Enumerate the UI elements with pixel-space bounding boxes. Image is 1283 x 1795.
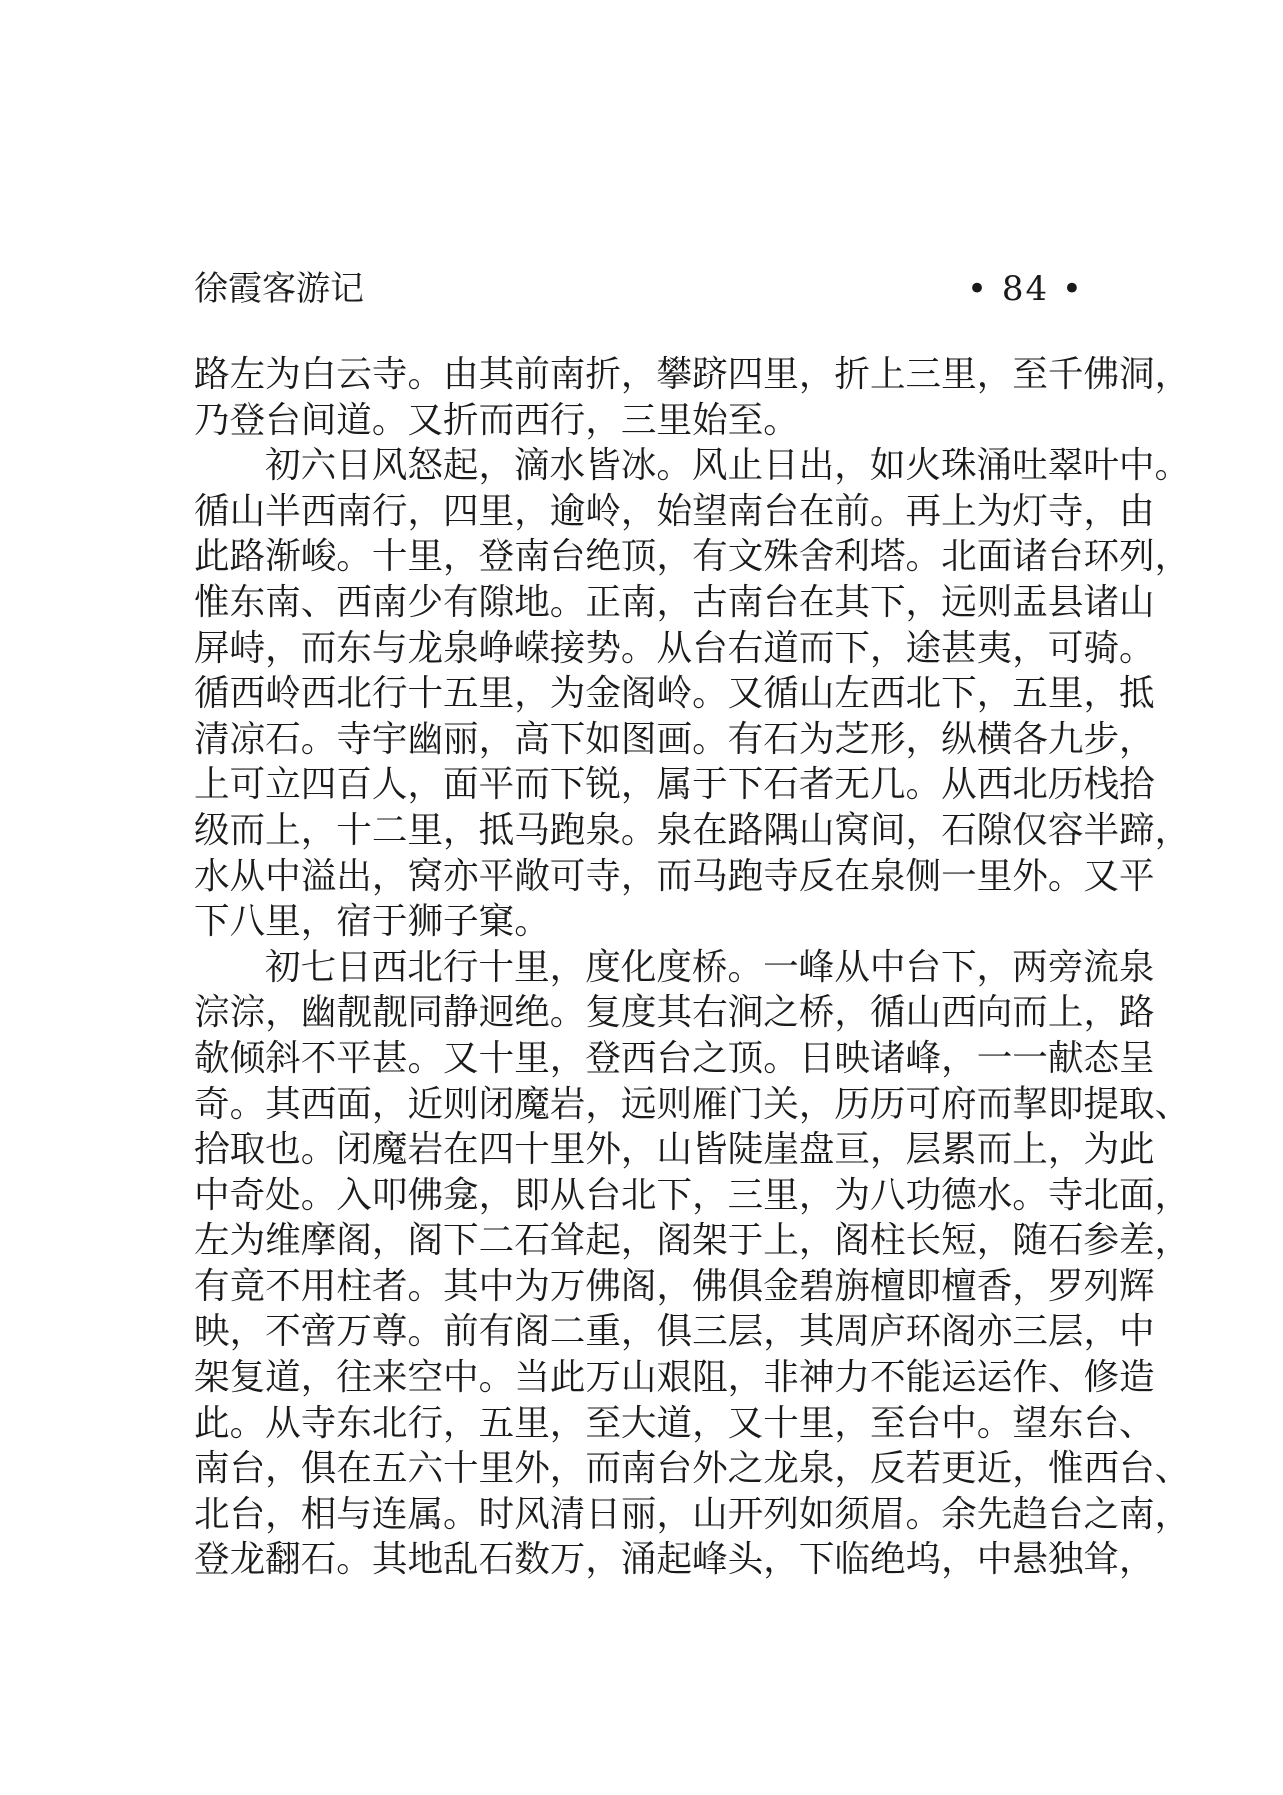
text-line: 左为维摩阁，阁下二石耸起，阁架于上，阁柱长短，随石参差， xyxy=(194,1220,1191,1262)
text-line: 架复道，往来空中。当此万山艰阻，非神力不能运运作、修造 xyxy=(194,1357,1155,1399)
text-line: 映，不啻万尊。前有阁二重，俱三层，其周庐环阁亦三层，中 xyxy=(194,1311,1155,1353)
text-line: 惟东南、西南少有隙地。正南，古南台在其下，远则盂县诸山 xyxy=(194,581,1155,623)
book-title: 徐霞客游记 xyxy=(194,269,364,309)
text-line: 中奇处。入叩佛龛，即从台北下，三里，为八功德水。寺北面， xyxy=(194,1174,1191,1216)
text-line: 淙淙，幽靓靓同静迥绝。复度其右涧之桥，循山西向而上，路 xyxy=(194,992,1155,1034)
text-line: 登龙翻石。其地乱石数万，涌起峰头，下临绝坞，中悬独耸， xyxy=(194,1539,1155,1581)
page-number: • 84 • xyxy=(967,269,1084,309)
text-line: 奇。其西面，近则闭魔岩，远则雁门关，历历可府而挈即提取、 xyxy=(194,1083,1191,1125)
text-line: 水从中溢出，窝亦平敞可寺，而马跑寺反在泉侧一里外。又平 xyxy=(194,855,1155,897)
text-line: 路左为白云寺。由其前南折，攀跻四里，折上三里，至千佛洞， xyxy=(194,354,1191,395)
text-line: 上可立四百人，面平而下锐，属于下石者无几。从西北历栈拾 xyxy=(194,764,1155,806)
running-head xyxy=(194,265,1084,313)
text-line: 欹倾斜不平甚。又十里，登西台之顶。日映诸峰，一一献态呈 xyxy=(194,1037,1155,1079)
text-line: 拾取也。闭魔岩在四十里外，山皆陡崖盘亘，层累而上，为此 xyxy=(194,1129,1155,1171)
text-line: 南台，俱在五六十里外，而南台外之龙泉，反若更近，惟西台、 xyxy=(194,1448,1191,1490)
text-line: 级而上，十二里，抵马跑泉。泉在路隅山窝间，石隙仅容半蹄， xyxy=(194,809,1191,851)
text-line: 此。从寺东北行，五里，至大道，又十里，至台中。望东台、 xyxy=(194,1402,1155,1444)
text-line: 下八里，宿于狮子窠。 xyxy=(194,901,550,943)
text-line: 循西岭西北行十五里，为金阁岭。又循山左西北下，五里，抵 xyxy=(194,673,1155,715)
paragraph-start-line: 初七日西北行十里，度化度桥。一峰从中台下，两旁流泉 xyxy=(265,946,1155,988)
body-text xyxy=(194,352,1191,1583)
text-line: 屏峙，而东与龙泉峥嵘接势。从台右道而下，途甚夷，可骑。 xyxy=(194,627,1155,669)
text-line: 清凉石。寺宇幽丽，高下如图画。有石为芝形，纵横各九步， xyxy=(194,718,1155,760)
text-line: 乃登台间道。又折而西行，三里始至。 xyxy=(194,399,799,441)
text-line: 此路渐峻。十里，登南台绝顶，有文殊舍利塔。北面诸台环列， xyxy=(194,536,1191,578)
text-line: 北台，相与连属。时风清日丽，山开列如须眉。余先趋台之南， xyxy=(194,1493,1191,1535)
text-line: 循山半西南行，四里，逾岭，始望南台在前。再上为灯寺，由 xyxy=(194,490,1155,532)
paragraph-start-line: 初六日风怒起，滴水皆冰。风止日出，如火珠涌吐翠叶中。 xyxy=(265,445,1191,487)
text-line: 有竟不用柱者。其中为万佛阁，佛俱金碧旃檀即檀香，罗列辉 xyxy=(194,1265,1155,1307)
